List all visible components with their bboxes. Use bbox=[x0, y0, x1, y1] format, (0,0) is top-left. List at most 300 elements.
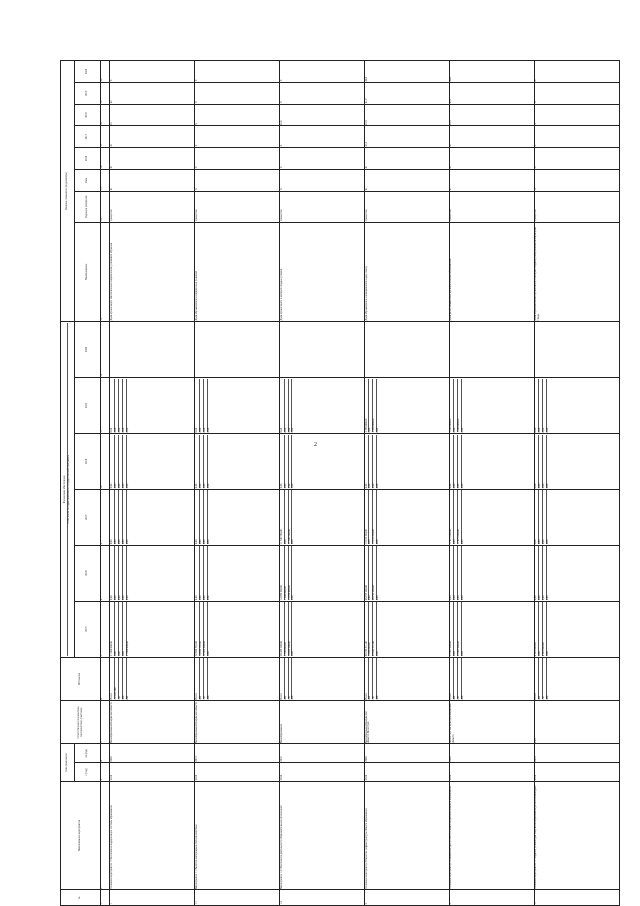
finance-value: 0,00 bbox=[288, 379, 292, 433]
finance-value: 0,00 bbox=[461, 490, 465, 544]
finance-value: 23 497 000,00 bbox=[449, 641, 453, 656]
finance-value: 0,00 bbox=[461, 546, 465, 600]
indicator-value: 41,3 bbox=[450, 104, 535, 126]
finance-value: 0,00 bbox=[203, 435, 207, 489]
result-year-header: 2017 bbox=[75, 126, 101, 148]
finance-year-cell bbox=[535, 378, 620, 434]
source-label: МБ bbox=[461, 658, 465, 699]
finance-value: 0,00 bbox=[546, 602, 550, 656]
finance-year-cell bbox=[280, 545, 365, 601]
year-end: 2020 bbox=[365, 744, 450, 763]
finance-value: 0,00 bbox=[368, 490, 372, 544]
finance-value: 0,00 bbox=[546, 435, 550, 489]
column-number: 12 bbox=[101, 322, 110, 378]
finance-value: 0,00 bbox=[194, 539, 198, 545]
finance-value: 37 692 000,00 bbox=[203, 602, 207, 656]
finance-value: 0,00 bbox=[194, 427, 198, 433]
col-name-header: Наименование мероприятия bbox=[61, 781, 101, 890]
indicator-value: X bbox=[110, 61, 195, 83]
finance-value: 0,00 bbox=[199, 435, 203, 489]
indicator-base: X bbox=[535, 169, 620, 191]
finance-value: 0,00 bbox=[279, 427, 283, 433]
sources-cell bbox=[450, 657, 535, 700]
finance-value: 0,00 bbox=[203, 546, 207, 600]
finance-year-cell bbox=[280, 601, 365, 657]
finance-value: 0,00 bbox=[207, 546, 211, 600]
year-start: 2016 bbox=[280, 763, 365, 782]
finance-year-cell bbox=[195, 322, 280, 378]
source-label: Всего bbox=[279, 693, 283, 700]
source-label: ОБ bbox=[372, 658, 376, 699]
indicator-value: X bbox=[280, 126, 365, 148]
finance-value: 23 497 000,00 bbox=[457, 602, 461, 656]
finance-value: 0,00 bbox=[368, 435, 372, 489]
indicator-name-header: Наименование bbox=[75, 222, 101, 321]
finance-value: 26 755 200,00 bbox=[364, 585, 368, 601]
indicator-value: X bbox=[535, 61, 620, 83]
finance-value: 0,00 bbox=[199, 546, 203, 600]
measure-name: Мероприятие 1.1 Развитие материально-технической базы bbox=[195, 781, 280, 890]
finance-value: 0,00 bbox=[368, 379, 372, 433]
indicator-value: 40,3 bbox=[365, 61, 450, 83]
finance-value: 13 780 000,00 bbox=[288, 546, 292, 600]
fin-year-header: 2017 bbox=[75, 489, 101, 545]
finance-value: 0,00 bbox=[461, 435, 465, 489]
column-number: 17 bbox=[101, 126, 110, 148]
column-number: 11 bbox=[101, 378, 110, 434]
finance-year-cell bbox=[365, 378, 450, 434]
indicator-value: X bbox=[195, 126, 280, 148]
indicator-value: 41,9 bbox=[280, 104, 365, 126]
indicator-value: X bbox=[195, 148, 280, 170]
finance-value: 0,00 bbox=[538, 602, 542, 656]
finance-year-cell bbox=[450, 433, 535, 489]
indicator-value: 41 bbox=[450, 148, 535, 170]
finance-value: 1 000 000,00 bbox=[457, 379, 461, 433]
finance-value: 0,00 bbox=[199, 379, 203, 433]
finance-value: 0,00 bbox=[453, 379, 457, 433]
finance-value: 0,00 bbox=[368, 546, 372, 600]
column-number: 13 bbox=[101, 222, 110, 321]
finance-value: 0,00 bbox=[461, 379, 465, 433]
finance-year-cell bbox=[280, 433, 365, 489]
finance-value: 0,00 bbox=[453, 602, 457, 656]
finance-value: 2 336 000,00 bbox=[372, 379, 376, 433]
finance-value: 0,00 bbox=[534, 483, 538, 489]
indicator-unit: процентов bbox=[365, 191, 450, 222]
finance-value: 3 900 000,00 bbox=[368, 602, 372, 656]
finance-value: 0,00 bbox=[284, 435, 288, 489]
finance-block-subtitle: в том числе по годам реализации государственной программы bbox=[67, 323, 71, 656]
finance-value: 0,00 bbox=[109, 483, 113, 489]
indicator-value: X bbox=[535, 104, 620, 126]
indicator-value: 41 bbox=[110, 104, 195, 126]
column-number: 14 bbox=[101, 191, 110, 222]
finance-value: 0,00 bbox=[291, 490, 295, 544]
indicator-unit: процентов bbox=[110, 191, 195, 222]
year-start: 2016 bbox=[535, 763, 620, 782]
source-label: Всего bbox=[364, 693, 368, 700]
table-row bbox=[450, 61, 535, 906]
indicator-value: 41 bbox=[365, 148, 450, 170]
executor: ГКУ bbox=[535, 701, 620, 744]
result-block-header: Целевые показатели (индикаторы) bbox=[61, 61, 75, 322]
indicator-unit: процентов bbox=[450, 191, 535, 222]
finance-value: 0,00 bbox=[457, 435, 461, 489]
finance-value: 0,00 bbox=[203, 490, 207, 544]
measure-name: Основное мероприятие 11 Создание условий для получения образования детьми-инвалидами bbox=[535, 781, 620, 890]
finance-value: 0,00 bbox=[118, 435, 122, 489]
sources-cell bbox=[365, 657, 450, 700]
fin-year-header: 2018 bbox=[75, 433, 101, 489]
finance-value: 0,00 bbox=[291, 379, 295, 433]
finance-year-cell bbox=[535, 601, 620, 657]
table-row bbox=[280, 61, 365, 906]
finance-value: 21 000 000,00 bbox=[109, 641, 113, 656]
column-number: 8 bbox=[101, 545, 110, 601]
indicator-value: 42 bbox=[110, 82, 195, 104]
col-year-end-header: по (год) bbox=[75, 744, 101, 763]
indicator-value: X bbox=[535, 126, 620, 148]
finance-value: 0,00 bbox=[207, 602, 211, 656]
sources-cell bbox=[535, 657, 620, 700]
indicator-base: 41 bbox=[450, 169, 535, 191]
finance-year-cell bbox=[195, 378, 280, 434]
finance-value: 0,00 bbox=[534, 539, 538, 545]
finance-year-cell bbox=[450, 489, 535, 545]
finance-year-cell bbox=[195, 433, 280, 489]
column-number-row bbox=[101, 61, 110, 906]
source-label: Всего bbox=[449, 693, 453, 700]
finance-value: 11 549 500,00 bbox=[279, 529, 283, 545]
source-label: ОБ bbox=[542, 658, 546, 699]
finance-value: 0,00 bbox=[449, 595, 453, 601]
indicator-value: 41 bbox=[450, 126, 535, 148]
finance-value: 0,00 bbox=[542, 435, 546, 489]
source-label: МБ bbox=[546, 658, 550, 699]
finance-value: 0,00 bbox=[542, 379, 546, 433]
indicator-value: X bbox=[280, 148, 365, 170]
finance-value: 11 549 500,00 bbox=[288, 490, 292, 544]
indicator-name: Доля организаций, в которых созданы условия bbox=[280, 222, 365, 321]
indicator-base: X bbox=[280, 169, 365, 191]
finance-value: 0,00 bbox=[546, 379, 550, 433]
column-number: 3 bbox=[101, 763, 110, 782]
finance-value: 52 654 792,00 bbox=[194, 641, 198, 656]
finance-year-cell bbox=[450, 322, 535, 378]
row-number: 1.2 bbox=[280, 890, 365, 906]
finance-value: 1 000 000,00 bbox=[284, 546, 288, 600]
finance-value: 0,00 bbox=[538, 379, 542, 433]
indicator-value: 41 bbox=[110, 148, 195, 170]
source-label: МБ bbox=[207, 658, 211, 699]
finance-year-cell bbox=[450, 545, 535, 601]
year-start: 2016 bbox=[365, 763, 450, 782]
finance-value: 0,00 bbox=[199, 490, 203, 544]
finance-year-cell bbox=[195, 601, 280, 657]
table-row bbox=[365, 61, 450, 906]
row-number: 3 bbox=[450, 890, 535, 906]
finance-value: 0,00 bbox=[114, 435, 118, 489]
finance-year-cell bbox=[110, 489, 195, 545]
finance-value: 0,00 bbox=[109, 539, 113, 545]
finance-value: 0,00 bbox=[284, 490, 288, 544]
indicator-name: Доля организаций, обеспеченных современными условиями обучения bbox=[110, 222, 195, 321]
executor: Минобразования Калужской области, Минстрой bbox=[365, 701, 450, 744]
finance-value: 0,00 bbox=[118, 379, 122, 433]
finance-value: 0,00 bbox=[534, 595, 538, 601]
row-number: 2 bbox=[365, 890, 450, 906]
column-number: 5 bbox=[101, 701, 110, 744]
indicator-name: Доля обучающихся, занимающихся в одну смену bbox=[365, 222, 450, 321]
finance-value: 13 915 320,00 bbox=[364, 529, 368, 545]
indicator-name: Доля обучающихся в современных условиях bbox=[195, 222, 280, 321]
fin-year-header: 2016 bbox=[75, 545, 101, 601]
finance-block-header bbox=[61, 322, 75, 658]
finance-value: 0,00 bbox=[457, 546, 461, 600]
finance-value: 0,00 bbox=[291, 435, 295, 489]
finance-year-cell bbox=[110, 378, 195, 434]
column-number: 15 bbox=[101, 169, 110, 191]
finance-year-cell bbox=[280, 489, 365, 545]
source-label: ОБ bbox=[203, 658, 207, 699]
finance-value: 0,00 bbox=[126, 379, 130, 433]
column-number: 2 bbox=[101, 781, 110, 890]
column-number: 4 bbox=[101, 744, 110, 763]
finance-value: 0,00 bbox=[542, 490, 546, 544]
finance-year-cell bbox=[110, 322, 195, 378]
indicator-value: X bbox=[195, 104, 280, 126]
source-label: МБ bbox=[376, 658, 380, 699]
table-body bbox=[101, 61, 620, 906]
indicator-value: 41,7 bbox=[365, 82, 450, 104]
finance-value: 0,00 bbox=[534, 427, 538, 433]
finance-value: 61 843 511,00 bbox=[372, 602, 376, 656]
indicator-name: Доля образовательных организаций, в которых создана универсальная безбарьерная среда bbox=[535, 222, 620, 321]
measure-name: Основное мероприятие 2 Развитие инфраструктуры общего образования bbox=[365, 781, 450, 890]
finance-value: 14 780 000,00 bbox=[279, 585, 283, 601]
finance-value: 13 915 320,00 bbox=[372, 490, 376, 544]
finance-value: 0,00 bbox=[122, 379, 126, 433]
fin-year-header: 2019 bbox=[75, 378, 101, 434]
executor: Министерство культуры Калужской области bbox=[450, 701, 535, 744]
finance-value: 4 095 000,00 bbox=[534, 642, 538, 656]
finance-value: 0,00 bbox=[449, 483, 453, 489]
col-executor-header: Ответственный исполнитель, соисполнители, участники bbox=[61, 701, 101, 744]
finance-value: 4 095 000,00 bbox=[542, 602, 546, 656]
year-start: 2016 bbox=[110, 763, 195, 782]
table-row bbox=[535, 61, 620, 906]
col-year-start-header: с (год) bbox=[75, 763, 101, 782]
source-label: МБ bbox=[291, 658, 295, 699]
finance-value: 0,00 bbox=[538, 435, 542, 489]
column-number: 10 bbox=[101, 433, 110, 489]
finance-value: 0,00 bbox=[288, 435, 292, 489]
source-label: ОБ bbox=[288, 658, 292, 699]
result-year-header: 2020 bbox=[75, 61, 101, 83]
column-number: 18 bbox=[101, 104, 110, 126]
finance-year-cell bbox=[280, 378, 365, 434]
finance-year-cell bbox=[535, 322, 620, 378]
fin-year-header: 2015 bbox=[75, 601, 101, 657]
finance-value: 0,00 bbox=[546, 490, 550, 544]
finance-value: 0,00 bbox=[376, 602, 380, 656]
finance-value: 0,00 bbox=[122, 602, 126, 656]
finance-value: 0,00 bbox=[122, 546, 126, 600]
indicator-value: 40,5 bbox=[450, 61, 535, 83]
executor: Минобразования bbox=[280, 701, 365, 744]
column-number: 16 bbox=[101, 148, 110, 170]
finance-year-cell bbox=[365, 433, 450, 489]
finance-value: 0,00 bbox=[461, 602, 465, 656]
finance-value: 0,00 bbox=[538, 546, 542, 600]
sources-cell bbox=[195, 657, 280, 700]
indicator-unit: процентов bbox=[280, 191, 365, 222]
indicator-value: X bbox=[280, 82, 365, 104]
finance-year-cell bbox=[110, 545, 195, 601]
measure-name: Мероприятие 1.2 Обеспечение деятельности образовательных организаций bbox=[280, 781, 365, 890]
executor: Минобразования Калужской области bbox=[110, 701, 195, 744]
year-end: 2020 bbox=[450, 744, 535, 763]
finance-year-cell bbox=[450, 601, 535, 657]
finance-year-cell bbox=[365, 545, 450, 601]
row-number: 1.1 bbox=[195, 890, 280, 906]
finance-value: 0,00 bbox=[126, 546, 130, 600]
source-label: ФБ bbox=[199, 658, 203, 699]
finance-value: 14 962 792,00 bbox=[199, 602, 203, 656]
program-table bbox=[60, 60, 620, 906]
table-row bbox=[195, 61, 280, 906]
indicator-unit: процентов bbox=[195, 191, 280, 222]
finance-value: 0,00 bbox=[126, 435, 130, 489]
result-year-header: 2018 bbox=[75, 104, 101, 126]
fin-year-header: 2020 bbox=[75, 322, 101, 378]
finance-value: 0,00 bbox=[122, 435, 126, 489]
column-number: 19 bbox=[101, 82, 110, 104]
finance-value: 11 477 000,00 bbox=[457, 490, 461, 544]
col-source-header: Источники bbox=[61, 657, 101, 700]
indicator-value: X bbox=[195, 61, 280, 83]
indicator-value: X bbox=[535, 148, 620, 170]
column-number: 1 bbox=[101, 890, 110, 906]
result-year-header: 2016 bbox=[75, 148, 101, 170]
indicator-value: X bbox=[195, 82, 280, 104]
finance-value: 0,00 bbox=[126, 490, 130, 544]
finance-value: 0,00 bbox=[109, 427, 113, 433]
finance-year-cell bbox=[280, 322, 365, 378]
finance-value: 2 336 000,00 bbox=[364, 418, 368, 433]
table-row bbox=[110, 61, 195, 906]
source-label: ФБ bbox=[284, 658, 288, 699]
finance-value: 65 743 511,00 bbox=[364, 641, 368, 656]
finance-value: 0,00 bbox=[284, 379, 288, 433]
finance-year-cell bbox=[450, 378, 535, 434]
finance-value: 0,00 bbox=[364, 483, 368, 489]
indicator-base: 41 bbox=[110, 169, 195, 191]
year-end: 2020 bbox=[110, 744, 195, 763]
source-label: Всего bbox=[534, 693, 538, 700]
row-number: 1 bbox=[110, 890, 195, 906]
finance-value: 0,00 bbox=[207, 490, 211, 544]
finance-value: 0,00 bbox=[538, 490, 542, 544]
finance-value: 0,00 bbox=[542, 546, 546, 600]
executor: Минобразования Калужской области bbox=[195, 701, 280, 744]
finance-value: 0,00 bbox=[453, 490, 457, 544]
indicator-base: X bbox=[195, 169, 280, 191]
indicator-value: 41,5 bbox=[365, 104, 450, 126]
finance-block-title: Финансовое обеспечение bbox=[63, 475, 67, 504]
finance-value: 0,00 bbox=[194, 483, 198, 489]
rotated-sheet bbox=[60, 60, 620, 906]
finance-year-cell bbox=[195, 489, 280, 545]
finance-value: 11 477 000,00 bbox=[449, 529, 453, 545]
finance-value: 0,00 bbox=[118, 490, 122, 544]
indicator-value: X bbox=[535, 82, 620, 104]
finance-value: 0,00 bbox=[291, 602, 295, 656]
source-label: МБ bbox=[122, 658, 126, 699]
finance-value: 0,00 bbox=[453, 435, 457, 489]
source-label: из них: ФБ bbox=[114, 658, 118, 699]
finance-year-cell bbox=[535, 489, 620, 545]
indicator-unit: процентов bbox=[535, 191, 620, 222]
finance-value: 16 659 200,00 bbox=[288, 602, 292, 656]
finance-value: 0,00 bbox=[114, 490, 118, 544]
finance-value: 0,00 bbox=[194, 595, 198, 601]
finance-year-cell bbox=[110, 433, 195, 489]
measure-name: Основное мероприятие 1 Обеспечение модернизации системы образования bbox=[110, 781, 195, 890]
source-label: ФБ bbox=[538, 658, 542, 699]
finance-value: 26 439 200,00 bbox=[279, 641, 283, 656]
year-end: 2018 bbox=[535, 744, 620, 763]
indicator-value: 41,7 bbox=[450, 82, 535, 104]
finance-value: 0,00 bbox=[546, 546, 550, 600]
indicator-base: 41 bbox=[365, 169, 450, 191]
finance-value: 0,00 bbox=[122, 490, 126, 544]
finance-value: 0,00 bbox=[203, 379, 207, 433]
source-label: Всего bbox=[194, 693, 198, 700]
year-end: 2015 bbox=[195, 744, 280, 763]
finance-year-cell bbox=[365, 489, 450, 545]
col-num-header: № bbox=[61, 890, 101, 906]
finance-value: 0,00 bbox=[376, 435, 380, 489]
finance-value: 0,00 bbox=[207, 435, 211, 489]
finance-year-cell bbox=[195, 545, 280, 601]
source-label: ВИ bbox=[126, 658, 130, 699]
row-number: 11 bbox=[535, 890, 620, 906]
finance-value: 0,00 bbox=[372, 435, 376, 489]
indicator-value: 41 bbox=[110, 126, 195, 148]
finance-value: 0,00 bbox=[114, 546, 118, 600]
finance-value: 0,00 bbox=[114, 602, 118, 656]
finance-value: 21 000 000,00 bbox=[126, 602, 130, 656]
result-year-header: 2019 bbox=[75, 82, 101, 104]
finance-value: 0,00 bbox=[279, 483, 283, 489]
finance-year-cell bbox=[535, 545, 620, 601]
finance-year-cell bbox=[365, 601, 450, 657]
source-label: ОБ bbox=[118, 658, 122, 699]
finance-value: 0,00 bbox=[376, 379, 380, 433]
finance-value: 0,00 bbox=[118, 546, 122, 600]
finance-value: 0,00 bbox=[376, 490, 380, 544]
col-years-header: Срок реализации bbox=[61, 744, 75, 781]
finance-value: 1 000 000,00 bbox=[449, 418, 453, 433]
source-label: ФБ bbox=[453, 658, 457, 699]
finance-value: 0,00 bbox=[109, 595, 113, 601]
source-label: ОБ bbox=[457, 658, 461, 699]
finance-value: 0,00 bbox=[207, 379, 211, 433]
column-number: 9 bbox=[101, 489, 110, 545]
finance-value: 26 755 200,00 bbox=[372, 546, 376, 600]
